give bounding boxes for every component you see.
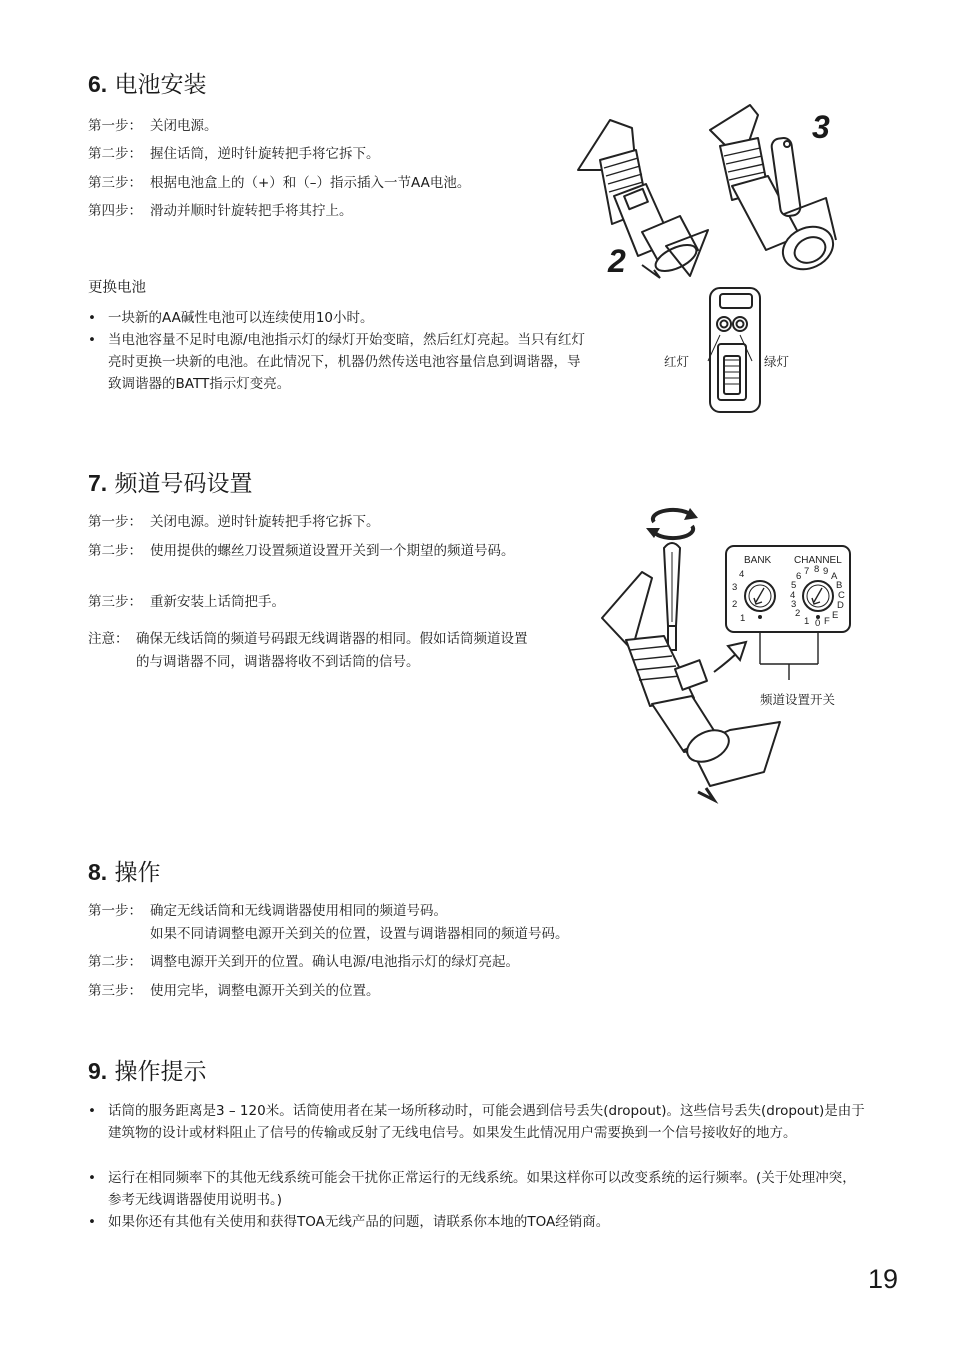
dial-digit: 9 xyxy=(823,566,829,577)
section-title-text: 操作提示 xyxy=(114,1059,207,1085)
bank-label: BANK xyxy=(744,555,772,566)
dial-digit: D xyxy=(837,600,844,611)
step-text: 使用提供的螺丝刀设置频道设置开关到一个期望的频道号码。 xyxy=(150,543,515,559)
step-row xyxy=(88,115,568,138)
section-8-title xyxy=(88,854,161,887)
bullet-text: 运行在相同频率下的其他无线系统可能会干扰你正常运行的无线系统。如果这样你可以改变系统的运行频率。(关于处理冲突，参考无线调谐器使用说明书。) xyxy=(108,1170,856,1208)
step-row xyxy=(88,540,538,563)
dial-digit: 3 xyxy=(732,582,738,593)
page-number: 19 xyxy=(867,1264,898,1294)
section-number: 8. xyxy=(88,859,108,885)
channel-setting-figure xyxy=(580,500,880,810)
bullet: • xyxy=(88,1214,96,1230)
bullet-text: 一块新的AA碱性电池可以连续使用10小时。 xyxy=(108,310,374,326)
section-number: 9. xyxy=(88,1058,108,1084)
dial-digit: 2 xyxy=(732,599,738,610)
note-label: 注意： xyxy=(88,631,129,647)
bullet-text: 当电池容量不足时电源/电池指示灯的绿灯开始变暗，然后红灯亮起。当只有红灯亮时更换一块新的电池。在此情况下，机器仍然传送电池容量信息到调谐器，导致调谐器的BATT指示灯变亮。 xyxy=(108,332,586,392)
dial-digit: C xyxy=(838,590,845,601)
dial-digit: 6 xyxy=(796,571,802,582)
step-row xyxy=(88,172,568,195)
step-label: 第三步： xyxy=(88,175,142,191)
note-text: 确保无线话筒的频道号码跟无线调谐器的相同。假如话筒频道设置的与调谐器不同，调谐器将收不到话筒的信号。 xyxy=(136,631,528,670)
step-text: 使用完毕，调整电源开关到关的位置。 xyxy=(150,983,380,999)
step-row xyxy=(88,591,538,614)
section-title-text: 电池安装 xyxy=(114,72,207,98)
dial-digit: E xyxy=(832,610,839,621)
dial-digit: 8 xyxy=(814,564,820,575)
section-6-title xyxy=(88,66,207,99)
dial-digit: 7 xyxy=(804,566,810,577)
channel-label: CHANNEL xyxy=(794,555,842,566)
step-row xyxy=(88,143,568,166)
step-label: 第四步： xyxy=(88,203,142,219)
figure-number: 3 xyxy=(812,109,830,145)
step-label: 第三步： xyxy=(88,594,142,610)
step-label: 第一步： xyxy=(88,903,142,919)
bullet-text: 如果你还有其他有关使用和获得TOA无线产品的问题，请联系你本地的TOA经销商。 xyxy=(108,1214,610,1230)
section-9-title xyxy=(88,1053,207,1086)
step-label: 第二步： xyxy=(88,543,142,559)
dial-digit: 1 xyxy=(740,613,746,624)
step-text: 关闭电源。逆时针旋转把手将它拆下。 xyxy=(150,514,380,530)
list-item xyxy=(88,329,588,395)
dial-digit: B xyxy=(836,580,843,591)
section-number: 6. xyxy=(88,71,108,97)
step-text: 握住话筒，逆时针旋转把手将它拆下。 xyxy=(150,146,380,162)
step-label: 第三步： xyxy=(88,983,142,999)
step-text: 如果不同请调整电源开关到关的位置，设置与调谐器相同的频道号码。 xyxy=(150,926,569,942)
step-text: 根据电池盒上的（+）和（–）指示插入一节AA电池。 xyxy=(150,175,471,191)
list-item xyxy=(88,307,588,329)
step-label: 第二步： xyxy=(88,146,142,162)
bullet-text: 话筒的服务距离是3 – 120米。话筒使用者在某一场所移动时，可能会遇到信号丢失(dropout)。这些信号丢失(dropout)是由于建筑物的设计或材料阻止了信号的传输或反射了无线电信号。如果发生此情况用户需要换到一个信号接收好的地方。 xyxy=(108,1103,865,1141)
subsection-title: 更换电池 xyxy=(88,280,146,296)
dial-digit: 1 xyxy=(804,616,810,627)
dial-digit: 4 xyxy=(790,590,796,601)
dial-digit: 4 xyxy=(739,569,745,580)
section-title-text: 频道号码设置 xyxy=(114,471,253,497)
red-led-label: 红灯 xyxy=(664,354,690,369)
dial-digit: A xyxy=(831,571,838,582)
figure-number: 2 xyxy=(608,243,626,279)
dial-digit: 0 xyxy=(815,618,821,629)
list-item xyxy=(88,1167,868,1211)
step-text: 确定无线话筒和无线调谐器使用相同的频道号码。 xyxy=(150,903,447,919)
green-led-label: 绿灯 xyxy=(764,354,790,369)
bullet: • xyxy=(88,1103,96,1119)
section-title-text: 操作 xyxy=(114,860,161,886)
battery-install-figure xyxy=(570,100,850,290)
step-text: 调整电源开关到开的位置。确认电源/电池指示灯的绿灯亮起。 xyxy=(150,954,520,970)
list-item xyxy=(88,1211,868,1233)
dial-digit: 5 xyxy=(791,580,797,591)
list-item xyxy=(88,1100,868,1144)
led-leader-lines xyxy=(690,315,770,365)
step-label: 第一步： xyxy=(88,514,142,530)
section-number: 7. xyxy=(88,470,108,496)
step-label: 第一步： xyxy=(88,118,142,134)
bullet: • xyxy=(88,332,96,348)
dial-digit: 3 xyxy=(791,599,797,610)
step-row xyxy=(88,951,728,974)
bullet: • xyxy=(88,310,96,326)
step-row xyxy=(88,980,728,1003)
step-text: 重新安装上话筒把手。 xyxy=(150,594,285,610)
section-7-title xyxy=(88,465,253,498)
step-row xyxy=(88,511,538,534)
step-text-block xyxy=(150,900,728,946)
note-row xyxy=(88,628,538,674)
channel-switch-label: 频道设置开关 xyxy=(760,692,836,707)
step-label: 第二步： xyxy=(88,954,142,970)
step-row xyxy=(88,900,728,946)
dial-digit: 2 xyxy=(795,608,801,619)
step-row xyxy=(88,200,568,223)
step-text: 滑动并顺时针旋转把手将其拧上。 xyxy=(150,203,353,219)
step-text: 关闭电源。 xyxy=(150,118,218,134)
bullet: • xyxy=(88,1170,96,1186)
dial-digit: F xyxy=(824,616,830,627)
